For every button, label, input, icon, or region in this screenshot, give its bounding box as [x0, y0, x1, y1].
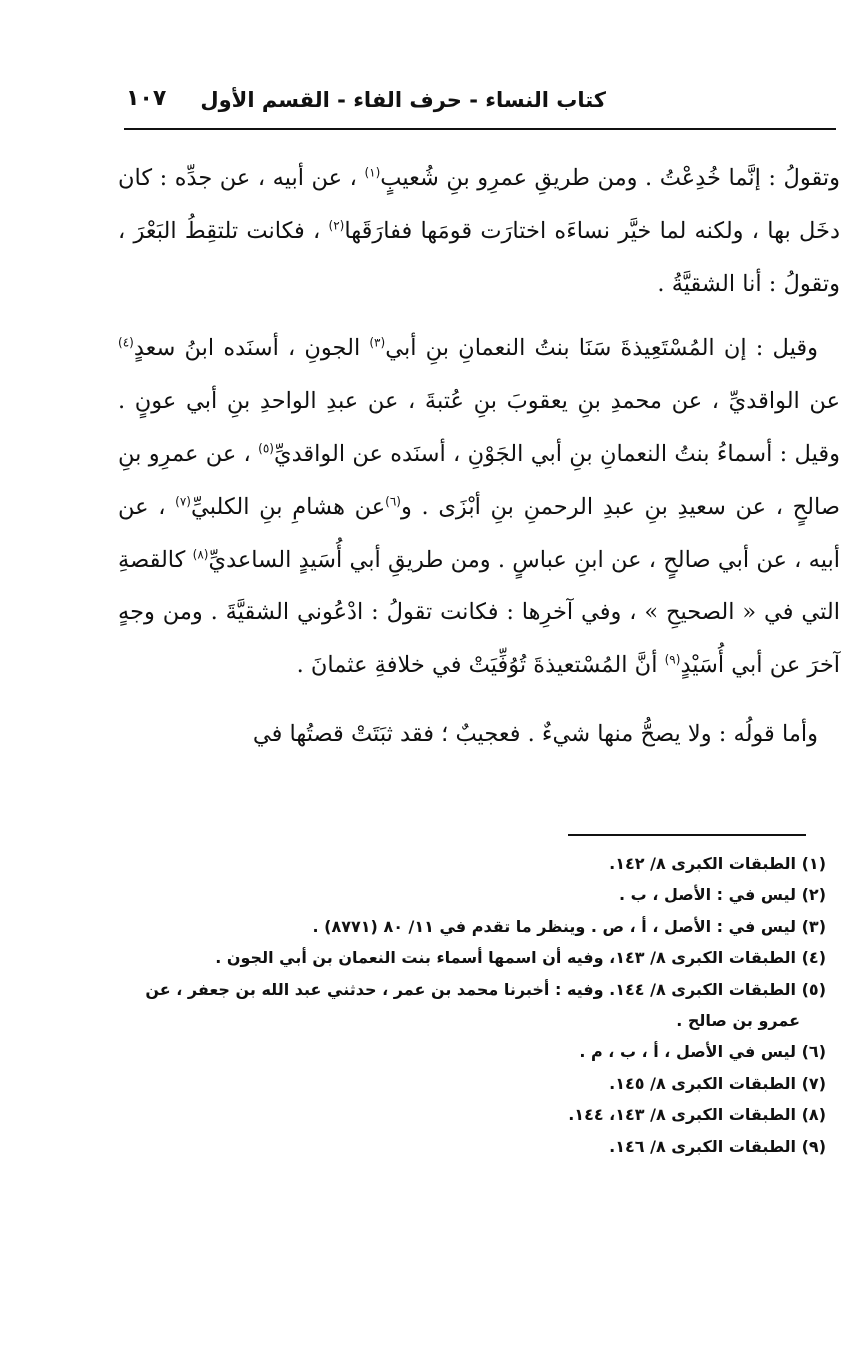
footnote-4: (٤) الطبقات الكبرى ٨/ ١٤٣، وفيه أن اسمها أسماء بنت النعمان بن أبي الجون . — [215, 948, 826, 968]
text-run: ، فكانت تلتقِطُ البَعْرَ ، وتقولُ : أنا الشقيَّةُ . — [118, 217, 840, 297]
page-number: ١٠٧ — [126, 86, 167, 111]
footnote-9: (٩) الطبقات الكبرى ٨/ ١٤٦. — [609, 1136, 826, 1156]
footnote-ref-6[interactable]: (٦) — [385, 494, 401, 509]
footnote-ref-5[interactable]: (٥) — [258, 441, 274, 456]
main-text — [118, 152, 840, 761]
text-run: أنَّ المُسْتعيذةَ تُوُفِّيَتْ في خلافةِ عثمانَ . — [296, 652, 665, 679]
footnote-ref-4[interactable]: (٤) — [118, 335, 134, 350]
footnote-2: (٢) ليس في : الأصل ، ب . — [619, 885, 826, 905]
text-run: ، عن عمرِو بنِ صالحٍ ، عن سعيدِ بنِ عبدِ الرحمنِ بنِ أبْزَى . و — [118, 440, 840, 520]
text-run: وقيل : إن المُسْتَعِيذةَ سَنَا بنتُ النعمانِ بنِ أبي — [385, 335, 818, 362]
paragraph-3: وأما قولُه : ولا يصحُّ منها شيءٌ . فعجيبٌ ؛ فقد ثبَتَتْ قصتُها في — [252, 720, 818, 747]
footnote-divider — [568, 834, 806, 836]
paragraph-2 — [118, 322, 840, 692]
text-run: ، عن أبيه ، عن جدِّه : كان دخَل بها ، ولكنه لما خيَّر نساءَه اختارَت قومَها ففارَقَها — [118, 165, 840, 244]
page-header — [126, 84, 836, 120]
paragraph-1 — [118, 152, 840, 310]
text-run: كالقصةِ التي في « الصحيحِ » ، وفي آخرِها : فكانت تقولُ : ادْعُوني الشقيَّةَ . ومن وجهٍ آخرَ عن أبي أُسَيْدٍ — [118, 546, 840, 679]
text-run: عن هشامِ بنِ الكلبيِّ — [190, 493, 386, 520]
footnote-8: (٨) الطبقات الكبرى ٨/ ١٤٣، ١٤٤. — [568, 1105, 826, 1125]
footnote-5: (٥) الطبقات الكبرى ٨/ ١٤٤. وفيه : أخبرنا محمد بن عمر ، حدثني عبد الله بن جعفر ، عن — [145, 979, 826, 999]
text-run: ، عن أبيه ، عن أبي صالحٍ ، عن ابنِ عباسٍ . ومن طريقِ أبي أُسَيدٍ الساعديِّ — [118, 493, 841, 573]
running-title: كتاب النساء - حرف الفاء - القسم الأول — [200, 88, 606, 112]
footnote-1: (١) الطبقات الكبرى ٨/ ١٤٢. — [609, 854, 826, 873]
footnote-ref-8[interactable]: (٨) — [192, 547, 209, 562]
footnote-7: (٧) الطبقات الكبرى ٨/ ١٤٥. — [609, 1073, 826, 1093]
footnote-3: (٣) ليس في : الأصل ، أ ، ص . وينظر ما تقدم في ١١/ ٨٠ (٨٧٧١) . — [312, 916, 826, 936]
text-run: وتقولُ : إنَّما خُدِعْتُ . ومن طريقِ عمرِو بنِ شُعيبٍ — [380, 165, 840, 191]
footnote-ref-2[interactable]: (٢) — [328, 218, 345, 233]
text-run: عن الواقديِّ ، عن محمدِ بنِ يعقوبَ بنِ عُتبةَ ، عن عبدِ الواحدِ بنِ أبي عونٍ . وقيل : أسماءُ بنتُ النعمانِ بنِ أبي الجَوْنِ ، أسنَده عن الواقديِّ — [118, 388, 841, 467]
footnote-ref-7[interactable]: (٧) — [175, 494, 191, 509]
header-divider — [124, 128, 836, 130]
footnotes-list — [118, 848, 826, 1162]
text-run: الجونِ ، أسنَده ابنُ سعدٍ — [133, 335, 370, 362]
footnote-ref-1[interactable]: (١) — [364, 165, 381, 180]
footnote-5-continuation: عمرو بن صالح . — [676, 1011, 800, 1031]
footnote-ref-9[interactable]: (٩) — [664, 652, 681, 667]
footnote-ref-3[interactable]: (٣) — [369, 335, 386, 350]
footnote-6: (٦) ليس في الأصل ، أ ، ب ، م . — [579, 1042, 826, 1062]
